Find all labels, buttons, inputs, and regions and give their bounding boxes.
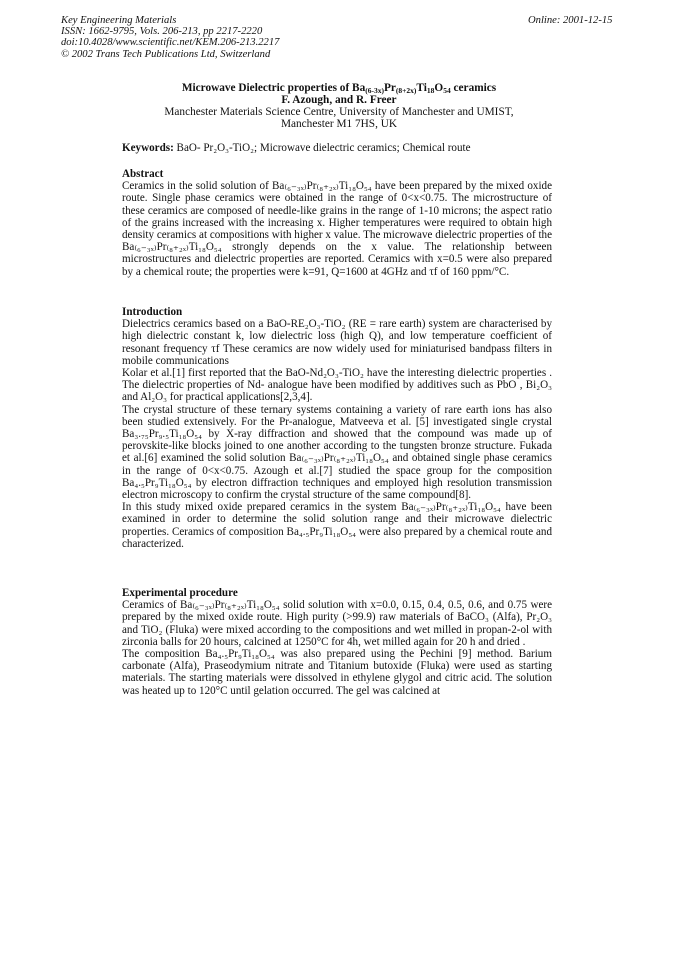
keywords-text: BaO- Pr₂O₃-TiO₂; Microwave dielectric ceramics; Chemical route (173, 142, 471, 154)
abstract-heading: Abstract (122, 168, 164, 180)
experimental-paragraph: The composition Ba₄.₅Pr₉Ti₁₈O₅₄ was also prepared using the Pechini [9] method. Barium carbonate (Alfa), Praseodymium nitrate and Titanium butoxide (Fluka) were used as starting materials. The starting materials were dissolved in ethylene glygol and citric acid. The solution was heated up to 120°C until gelation occurred. The gel was calcined at (122, 648, 552, 697)
journal-name: Key Engineering Materials (61, 15, 177, 26)
keywords (122, 142, 552, 154)
intro-paragraph: Kolar et al.[1] first reported that the BaO-Nd₂O₃-TiO₂ have the interesting dielectric properties . The dielectric properties of Nd- analogue have been modified by additives such as PbO , Bi₂O₃ and Al₂O₃ for practical applications[2,3,4]. (122, 367, 552, 404)
issn-line: ISSN: 1662-9795, Vols. 206-213, pp 2217-2220 (61, 26, 263, 38)
introduction-section (122, 306, 552, 550)
keywords-label: Keywords: (122, 142, 174, 154)
abstract-section (122, 168, 552, 278)
paper-title: Microwave Dielectric properties of $Ba_{(6-3x)}Pr_{(8+2x)}Ti_{18}O_{54}$ ceramics (181, 82, 497, 95)
abstract-text: Ceramics in the solid solution of Ba₍₆₋₃ₓ₎Pr₍₈₊₂ₓ₎Ti₁₈O₅₄ have been prepared by the mixed oxide route. Single phase ceramics were obtained in the range of 0<x<0.75. The microstructure of these ceramics are composed of needle-like grains in the range of 1-10 microns; the aspect ratio of the grains increased with the increasing x. Higher temperatures were required to obtain high density ceramics at compositions with higher x value. The microwave dielectric properties of the Ba₍₆₋₃ₓ₎Pr₍₈₊₂ₓ₎Ti₁₈O₅₄ strongly depends on the x value. The relationship between microstructures and dielectric properties are reported. Ceramics with x=0.5 were also prepared by a chemical route; the properties were k=91, Q=1600 at 4GHz and τf of 160 ppm/°C. (122, 180, 552, 278)
intro-paragraph: Dielectrics ceramics based on a BaO-RE₂O₃-TiO₂ (RE = rare earth) system are characterised by high dielectric constant k, low dielectric loss (high Q), and low temperature coefficient of resonant frequency τf These ceramics are now widely used for miniaturised bandpass filters in mobile communications (122, 318, 552, 367)
online-date: Online: 2001-12-15 (528, 15, 613, 26)
intro-paragraph: The crystal structure of these ternary systems containing a variety of rare earth ions has also been studied extensively. For the Pr-analogue, Matveeva et al. [5] investigated single crystal Ba₃.₇₅Pr₉.₅Ti₁₈O₅₄ by X-ray diffraction and showed that the compound was made up of perovskite-like blocks joined to one another according to the tungsten bronze structure. Fukada et al.[6] examined the solid solution Ba₍₆₋₃ₓ₎Pr₍₈₊₂ₓ₎Ti₁₈O₅₄ and obtained single phase ceramics in the range of 0<x<0.75. Azough et al.[7] studied the space group for the composition Ba₄.₅Pr₉Ti₁₈O₅₄ by electron diffraction techniques and employed high resolution transmission electron microscopy to confirm the crystal structure of the same compound[8]. (122, 403, 552, 502)
experimental-section (122, 587, 552, 697)
intro-paragraph: In this study mixed oxide prepared ceramics in the system Ba₍₆₋₃ₓ₎Pr₍₈₊₂ₓ₎Ti₁₈O₅₄ have been examined in order to determine the solid solution range and their microwave dielectric properties. Ceramics of composition Ba₄.₅Pr₉Ti₁₈O₅₄ were also prepared by a chemical route and characterized. (122, 501, 552, 550)
copyright-line: © 2002 Trans Tech Publications Ltd, Switzerland (61, 48, 271, 60)
authors: F. Azough, and R. Freer (281, 94, 397, 106)
introduction-heading: Introduction (122, 306, 183, 318)
experimental-heading: Experimental procedure (122, 587, 238, 599)
journal-header (61, 15, 279, 60)
affiliation: Manchester Materials Science Centre, University of Manchester and UMIST, Manchester M1 7HS, UK (164, 106, 514, 131)
experimental-paragraph: Ceramics of Ba₍₆₋₃ₓ₎Pr₍₈₊₂ₓ₎Ti₁₈O₅₄ solid solution with x=0.0, 0.15, 0.4, 0.5, 0.6, and 0.75 were prepared by the mixed oxide route. High purity (>99.9) raw materials of BaCO₃ (Alfa), Pr₂O₃ and TiO₂ (Fluka) were mixed according to the compositions and wet milled in propan-2-ol with zirconia balls for 20 hours, calcined at 1250°C for 4h, wet milled again for 20 h and dried . (122, 599, 552, 648)
doi-line: doi:10.4028/www.scientific.net/KEM.206-213.2217 (61, 37, 280, 49)
